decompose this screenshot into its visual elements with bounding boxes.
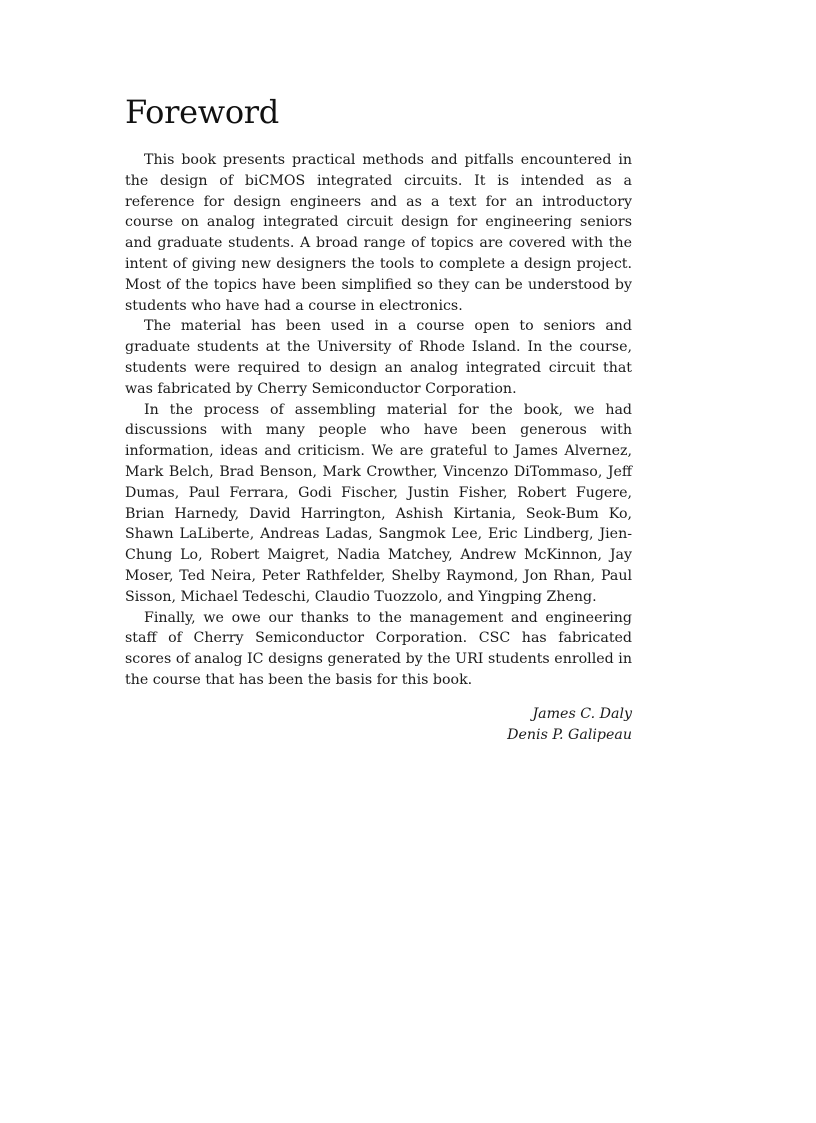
author-name: Denis P. Galipeau bbox=[507, 726, 632, 743]
page-title: Foreword bbox=[125, 93, 279, 131]
foreword-page bbox=[125, 92, 632, 746]
author-signatures bbox=[125, 704, 632, 746]
foreword-body bbox=[125, 150, 632, 691]
paragraph-thanks: Finally, we owe our thanks to the management and engineering staff of Cherry Semiconductor Corporation. CSC has fabricated scores of analog IC designs generated by the URI students enrolled in the course that has been the basis for this book. bbox=[125, 609, 632, 688]
paragraph-intro: This book presents practical methods and pitfalls encountered in the design of biCMOS integrated circuits. It is intended as a reference for design engineers and as a text for an introductory course on analog integrated circuit design for engineering seniors and graduate students. A broad range of topics are covered with the intent of giving new designers the tools to complete a design project. Most of the topics have been simplified so they can be understood by students who have had a course in electronics. bbox=[125, 152, 632, 314]
paragraph-acknowledgements: In the process of assembling material for the book, we had discussions with many people who have been generous with information, ideas and criticism. We are grateful to James Alvernez, Mark Belch, Brad Benson, Mark Crowther, Vincenzo DiTommaso, Jeff Dumas, Paul Ferrara, Godi Fischer, Justin Fisher, Robert Fugere, Brian Harnedy, David Harrington, Ashish Kirtania, Seok-Bum Ko, Shawn LaLiberte, Andreas Ladas, Sangmok Lee, Eric Lindberg, Jien-Chung Lo, Robert Maigret, Nadia Matchey, Andrew McKinnon, Jay Moser, Ted Neira, Peter Rathfelder, Shelby Raymond, Jon Rhan, Paul Sisson, Michael Tedeschi, Claudio Tuozzolo, and Yingping Zheng. bbox=[125, 401, 632, 605]
author-name: James C. Daly bbox=[532, 705, 632, 722]
paragraph-course: The material has been used in a course open to seniors and graduate students at the University of Rhode Island. In the course, students were required to design an analog integrated circuit that was fabricated by Cherry Semiconductor Corporation. bbox=[125, 318, 632, 397]
